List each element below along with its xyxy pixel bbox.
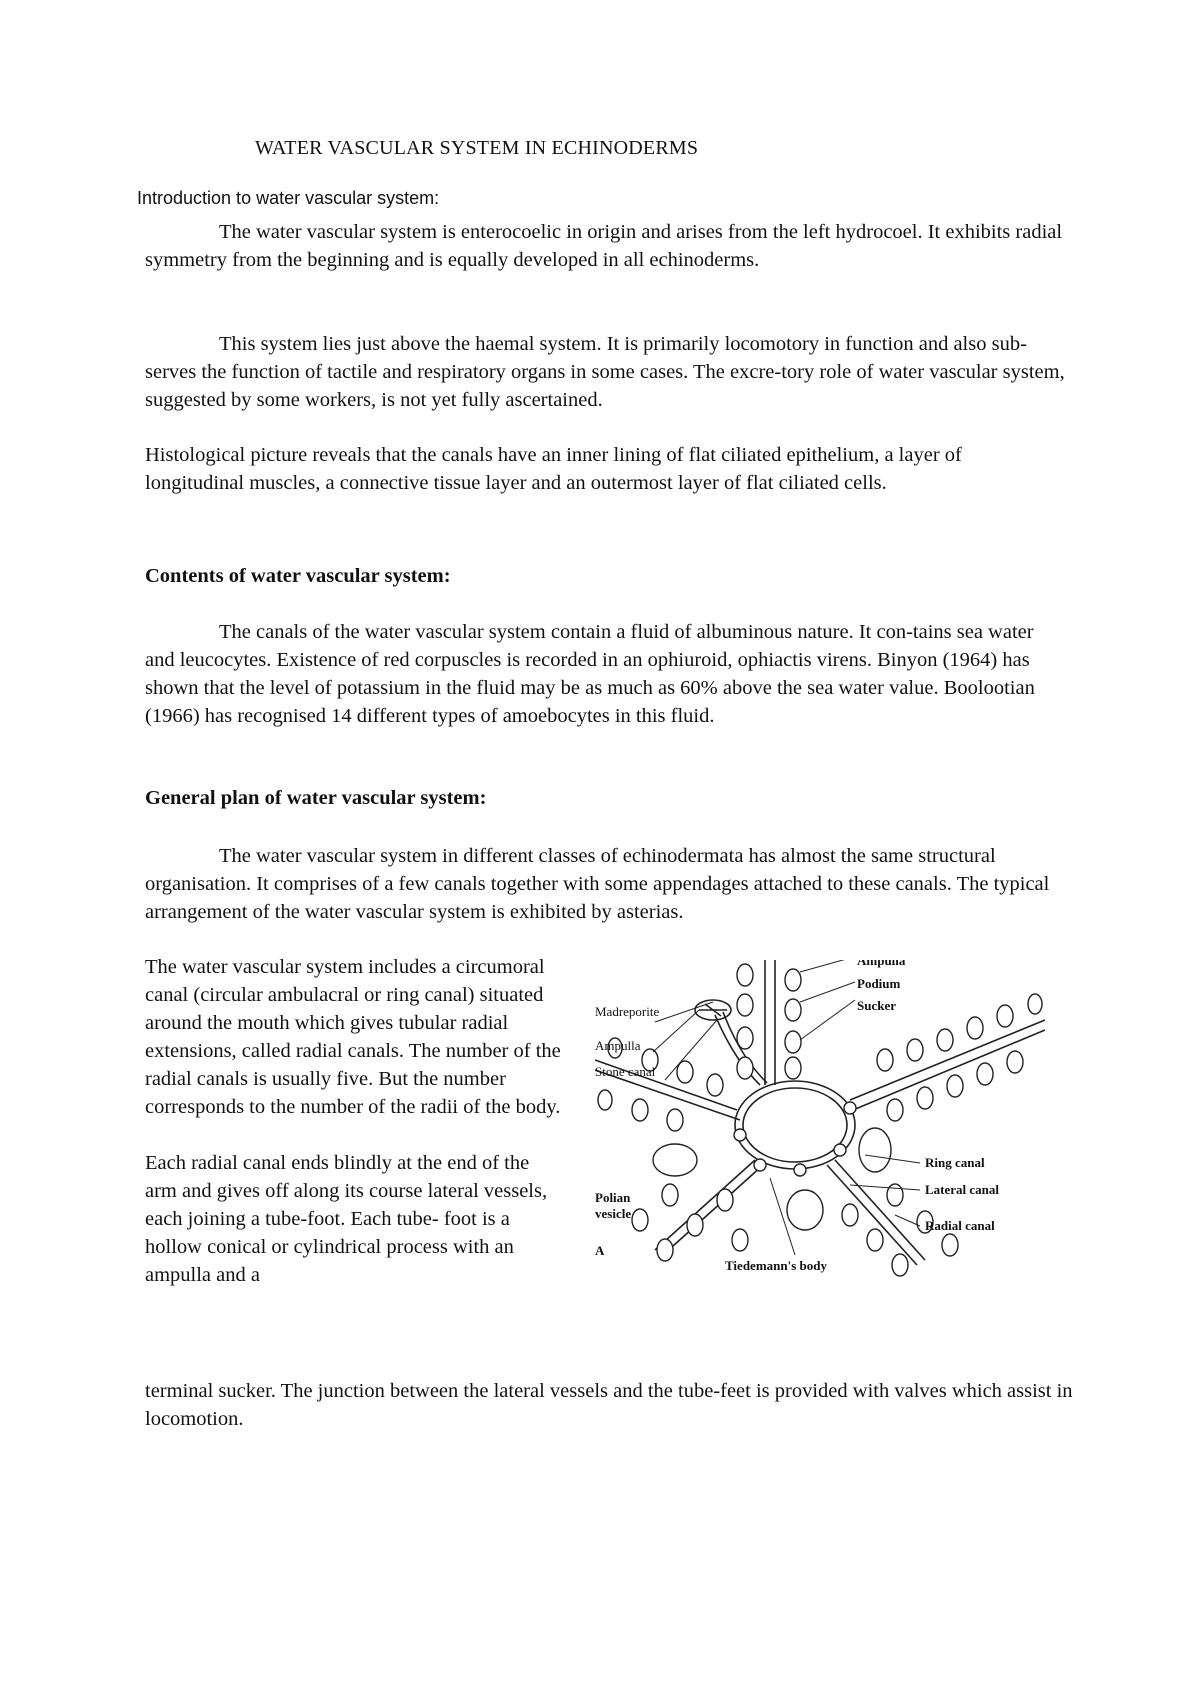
contents-paragraph: The canals of the water vascular system contain a fluid of albuminous nature. It con-tains sea water and leucocytes. Existence of red corpuscles is recorded in an ophiuroid, ophiactis virens. Binyon (1964) has shown that the level of potassium in the fluid may be as much as 60% above the sea water value. Boolootian (1966) has recognised 14 different types of amoebocytes in this fluid.	[145, 621, 1035, 727]
contents-heading: Contents of water vascular system:	[145, 565, 451, 587]
tail-paragraph: terminal sucker. The junction between the lateral vessels and the tube-feet is provided with valves which assist in locomotion.	[145, 1380, 1073, 1430]
intro-paragraph-2: This system lies just above the haemal system. It is primarily locomotory in function and also sub-serves the function of tactile and respiratory organs in some cases. The excre-tory role of water vascular system, suggested by some workers, is not yet fully ascertained.	[145, 333, 1065, 411]
label-tiedemann: Tiedemann's body	[725, 1258, 827, 1273]
label-lateral-canal: Lateral canal	[925, 1182, 1000, 1197]
label-ampulla-left: Ampulla	[595, 1038, 641, 1053]
label-panel-a: A	[595, 1243, 605, 1258]
label-madreporite: Madreporite	[595, 1004, 660, 1019]
side-paragraph-1: The water vascular system includes a circumoral canal (circular ambulacral or ring canal) situated around the mouth which gives tubular radial extensions, called radial canals. The number of the radial canals is usually five. But the number corresponds to the number of the radii of the body.	[145, 956, 561, 1118]
label-polian-1: Polian	[595, 1190, 631, 1205]
histology-paragraph: Histological picture reveals that the canals have an inner lining of flat ciliated epithelium, a layer of longitudinal muscles, a connective tissue layer and an outermost layer of flat ciliated cells.	[145, 444, 962, 494]
side-paragraph-2: Each radial canal ends blindly at the end of the arm and gives off along its course lateral vessels, each joining a tube-foot. Each tube- foot is a hollow conical or cylindrical process with an ampulla and a	[145, 1152, 548, 1286]
label-stone-canal: Stone canal	[595, 1064, 656, 1079]
label-ampulla-right: Ampulla	[857, 960, 906, 968]
label-sucker: Sucker	[857, 998, 896, 1013]
intro-label: Introduction to water vascular system:	[137, 188, 440, 208]
label-polian-2: vesicle	[595, 1206, 632, 1221]
plan-paragraph: The water vascular system in different classes of echinodermata has almost the same structural organisation. It comprises of a few canals together with some appendages attached to these canals. The typical arrangement of the water vascular system is exhibited by asterias.	[145, 845, 1050, 923]
intro-paragraph-1: The water vascular system is enterocoelic in origin and arises from the left hydrocoel. It exhibits radial symmetry from the beginning and is equally developed in all echinoderms.	[145, 221, 1063, 271]
diagram-svg	[595, 960, 1045, 1330]
document-title: WATER VASCULAR SYSTEM IN ECHINODERMS	[255, 137, 699, 159]
label-ring-canal: Ring canal	[925, 1155, 985, 1170]
side-text-column	[145, 953, 565, 1317]
label-radial-canal: Radial canal	[925, 1218, 995, 1233]
label-podium: Podium	[857, 976, 901, 991]
water-vascular-system-diagram	[595, 960, 1045, 1330]
plan-heading: General plan of water vascular system:	[145, 787, 487, 809]
